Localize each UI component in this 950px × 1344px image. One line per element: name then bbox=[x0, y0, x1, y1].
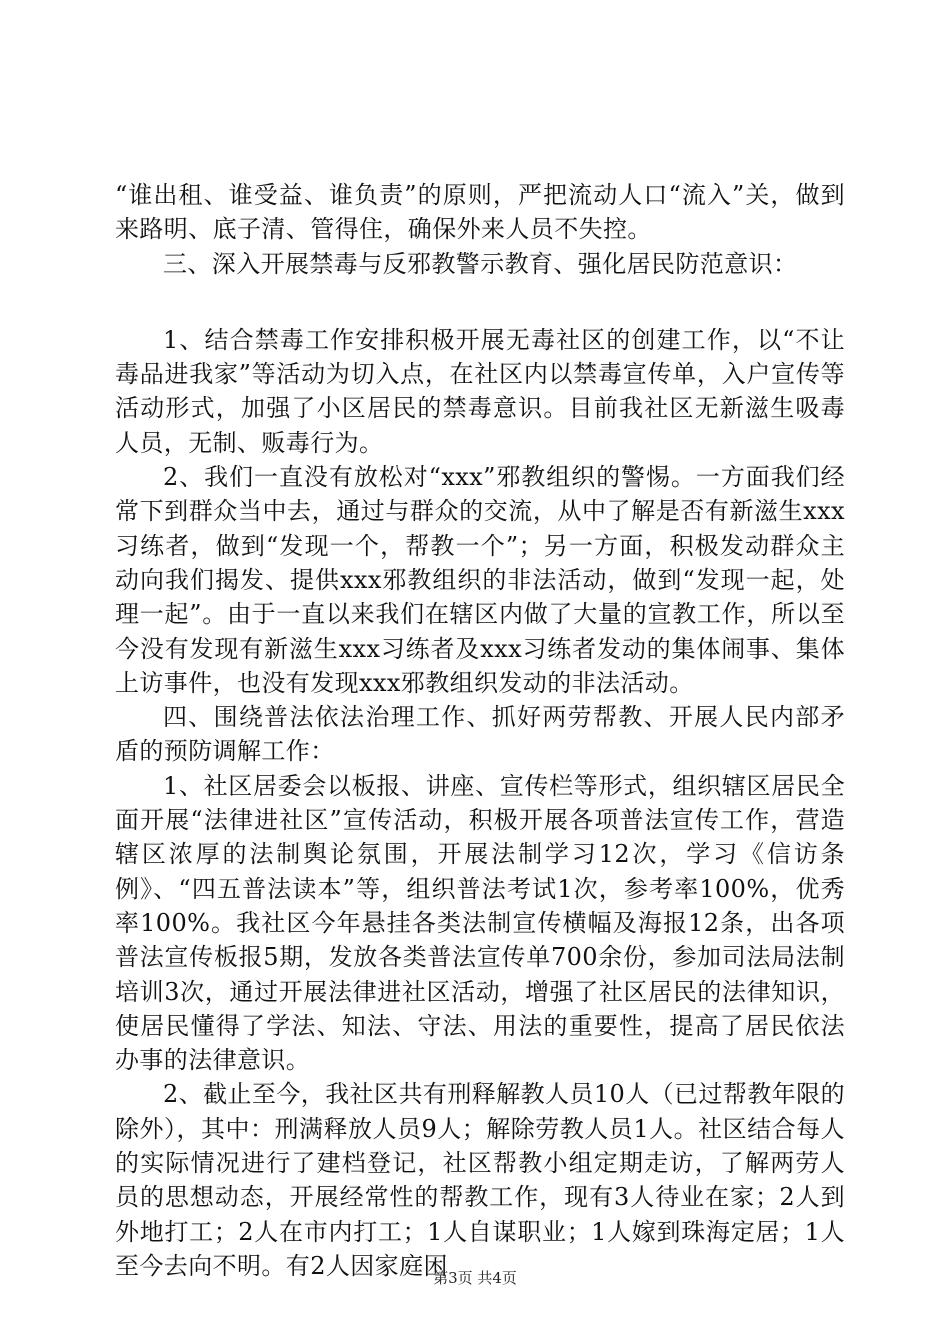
section-heading-four: 四、围绕普法依法治理工作、抓好两劳帮教、开展人民内部矛盾的预防调解工作： bbox=[115, 703, 845, 766]
page-number-footer: 第3页 共4页 bbox=[433, 1269, 517, 1287]
paragraph-anti-cult: 2、我们一直没有放松对“xxx”邪教组织的警惕。一方面我们经常下到群众当中去，通过与群众的交流，从中了解是否有新滋生xxx习练者，做到“发现一个，帮教一个”；另一方面，积极发动群众主动向我们揭发、提供xxx邪教组织的非法活动，做到“发现一起，处理一起”。由于一直以来我们在辖区内做了大量的宣教工作，所以至今没有发现有新滋生xxx习练者及xxx习练者发动的集体闹事、集体上访事件，也没有发现xxx邪教组织发动的非法活动。 bbox=[115, 463, 845, 697]
paragraph-released-persons: 2、截止至今，我社区共有刑释解教人员10人（已过帮教年限的除外），其中：刑满释放人员9人；解除劳教人员1人。社区结合每人的实际情况进行了建档登记，社区帮教小组定期走访，了解两劳人员的思想动态，开展经常性的帮教工作，现有3人待业在家；2人到外地打工；2人在市内打工；1人自谋职业；1人嫁到珠海定居；1人至今去向不明。有2人因家庭困 bbox=[115, 1080, 845, 1280]
document-body bbox=[115, 178, 845, 1283]
paragraph-legal-education: 1、社区居委会以板报、讲座、宣传栏等形式，组织辖区居民全面开展“法律进社区”宣传活动，积极开展各项普法宣传工作，营造辖区浓厚的法制舆论氛围，开展法制学习12次，学习《信访条例》、“四五普法读本”等，组织普法考试1次，参考率100%，优秀率100%。我社区今年悬挂各类法制宣传横幅及海报12条，出各项普法宣传板报5期，发放各类普法宣传单700余份，参加司法局法制培训3次，通过开展法律进社区活动，增强了社区居民的法律知识，使居民懂得了学法、知法、守法、用法的重要性，提高了居民依法办事的法律意识。 bbox=[115, 771, 845, 1075]
blank-line bbox=[115, 281, 845, 323]
section-heading-three: 三、深入开展禁毒与反邪教警示教育、强化居民防范意识： bbox=[163, 249, 798, 278]
paragraph-anti-drug: 1、结合禁毒工作安排积极开展无毒社区的创建工作，以“不让毒品进我家”等活动为切入点，在社区内以禁毒宣传单，入户宣传等活动形式，加强了小区居民的禁毒意识。目前我社区无新滋生吸毒人员，无制、贩毒行为。 bbox=[115, 325, 845, 457]
paragraph-continuation: “谁出租、谁受益、谁负责”的原则，严把流动人口“流入”关，做到来路明、底子清、管得住，确保外来人员不失控。 bbox=[115, 181, 845, 244]
